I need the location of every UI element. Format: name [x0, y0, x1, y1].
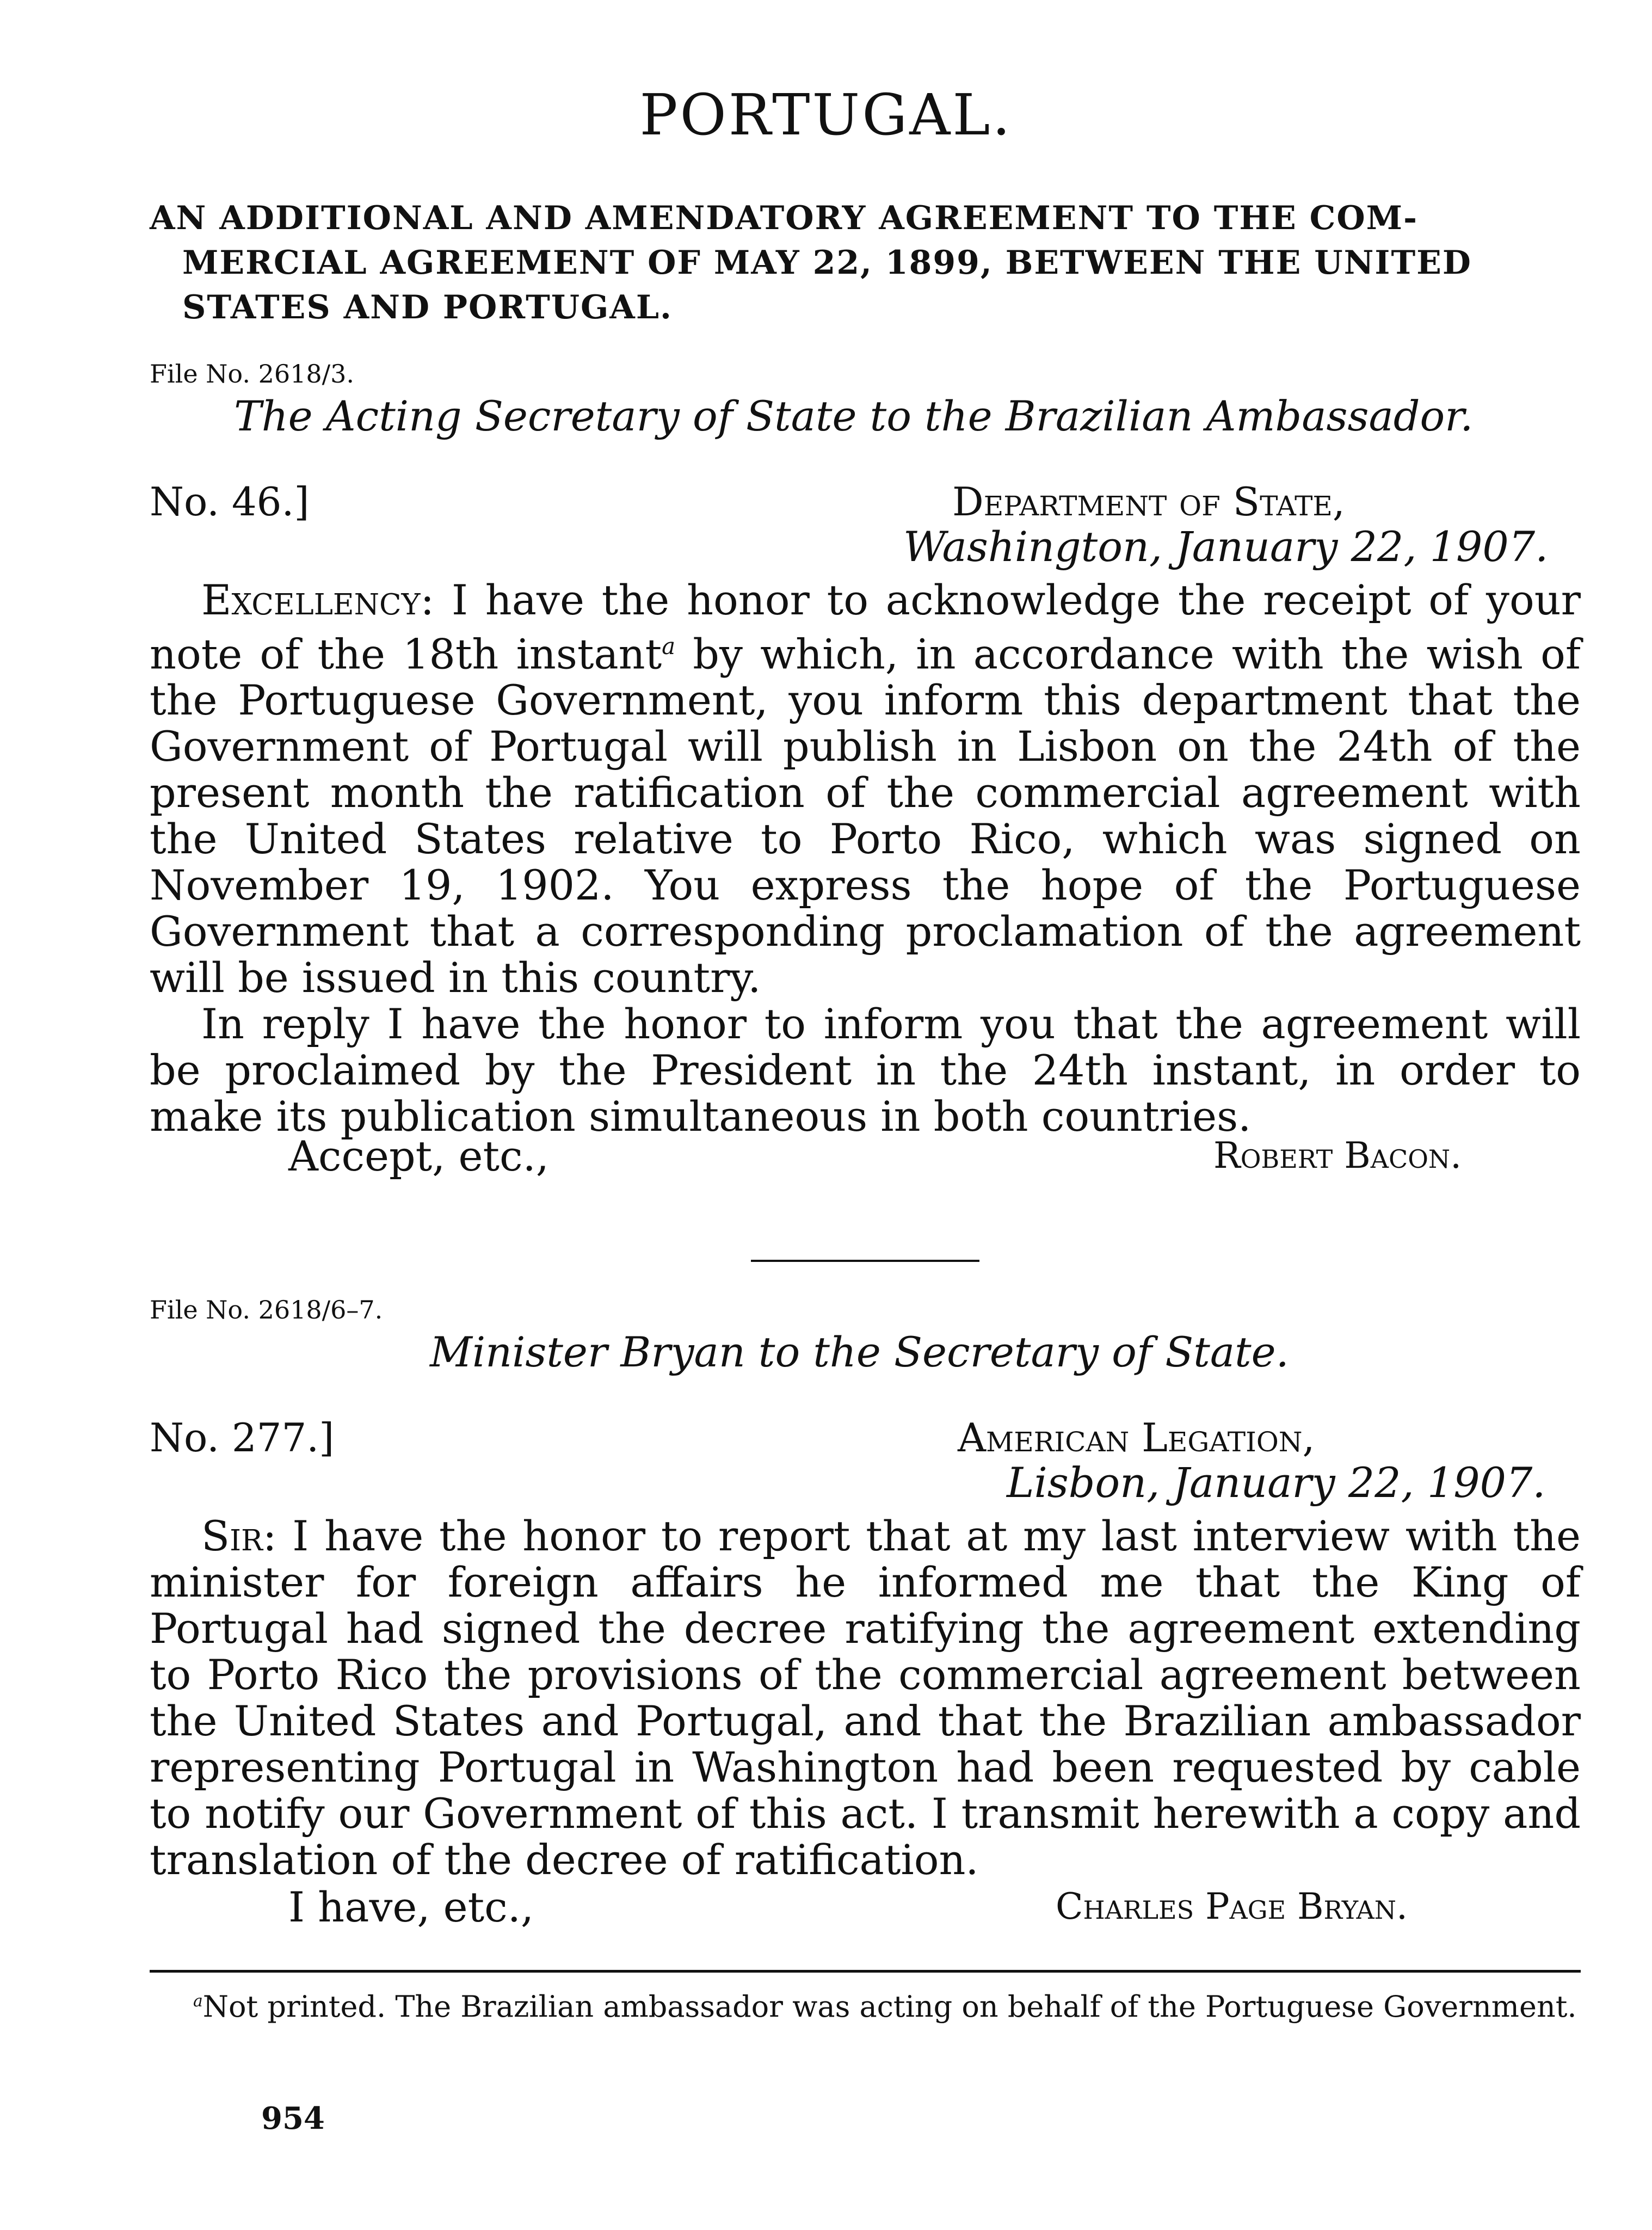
letter-paragraph-2: In reply I have the honor to inform you that the agreement will be proclaimed by the President in the 24th instant, in order to make its publication simultaneous in both countries. [150, 1000, 1581, 1141]
letter-paragraph-3 [150, 1513, 1581, 1883]
paragraph-text-1b: by which, in accordance with the wish of the Portuguese Government, you inform this department that the Government of Portugal will publish in Lisbon on the 24th of the present month the ratification of the commercial agreement with the United States relative to Porto Rico, which was signed on November 19, 1902. You express the hope of the Portuguese Government that a corresponding proclamation of the agreement will be issued in this country. [150, 630, 1581, 1002]
letter-place-2: American Legation, [958, 1415, 1315, 1461]
heading-line-3: STATES AND PORTUGAL. [182, 288, 673, 327]
page-number: 954 [261, 2100, 325, 2136]
footnote [150, 1981, 1581, 2028]
footnote-marker: a [193, 1992, 203, 2011]
letter-number-2: No. 277.] [150, 1415, 335, 1461]
heading-line-2: MERCIAL AGREEMENT OF MAY 22, 1899, BETWEEN THE UNITED [182, 244, 1472, 282]
signature-1: Robert Bacon. [1213, 1135, 1462, 1176]
closing-1: Accept, etc., [288, 1132, 549, 1180]
signature-2: Charles Page Bryan. [1056, 1886, 1408, 1927]
paragraph-text-3: : I have the honor to report that at my last interview with the minister for foreign affairs he informed me that the King of Portugal had signed the decree ratifying the agreement extending to Porto Rico the provisions of the commercial agreement between the United States and Portugal, and that the Brazilian ambassador representing Portugal in Washington had been requested by cable to notify our Government of this act. I transmit herewith a copy and translation of the decree of ratification. [150, 1512, 1581, 1884]
closing-2: I have, etc., [288, 1883, 534, 1931]
section-divider [751, 1260, 979, 1262]
footnote-rule [150, 1970, 1581, 1973]
salutation-2: Sir [201, 1512, 263, 1560]
file-number-1: File No. 2618/3. [150, 359, 355, 389]
salutation-1: Excellency [201, 576, 421, 624]
agreement-heading [150, 196, 1586, 330]
letter-caption-2: Minister Bryan to the Secretary of State. [430, 1328, 1289, 1376]
letter-body-1 [150, 577, 1581, 1139]
letter-date-2: Lisbon, January 22, 1907. [1007, 1458, 1546, 1507]
letter-date-1: Washington, January 22, 1907. [903, 522, 1549, 571]
file-number-2: File No. 2618/6–7. [150, 1295, 383, 1325]
letter-paragraph-1 [150, 577, 1581, 1001]
letter-place-1: Department of State, [952, 479, 1345, 525]
paragraph-text-1a: : I have the honor to acknowledge the receipt of your note of the 18th instant [150, 576, 1581, 679]
footnote-text: Not printed. The Brazilian ambassador was acting on behalf of the Portuguese Government. [202, 1989, 1577, 2024]
letter-number-1: No. 46.] [150, 479, 310, 525]
page-title: PORTUGAL. [639, 82, 1013, 148]
footnote-marker-ref: a [662, 633, 676, 660]
letter-caption-1: The Acting Secretary of State to the Brazilian Ambassador. [234, 392, 1474, 440]
heading-line-1: AN ADDITIONAL AND AMENDATORY AGREEMENT TO THE COM- [150, 199, 1418, 237]
letter-body-2 [150, 1513, 1581, 1883]
